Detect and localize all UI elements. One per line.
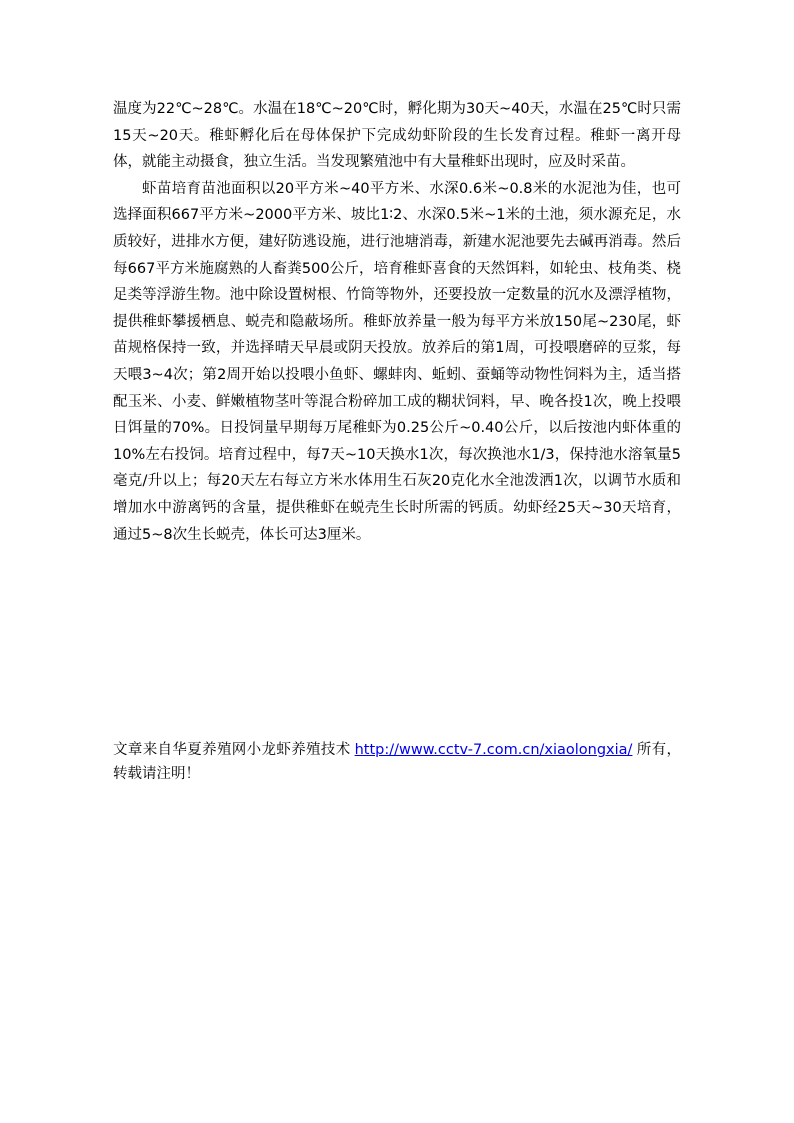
body-paragraph-1: 温度为22℃~28℃。水温在18℃~20℃时，孵化期为30天~40天，水温在25℃时只需15天~20天。稚虾孵化后在母体保护下完成幼虾阶段的生长发育过程。稚虾一离开母体，就能主动摄食，独立生活。当发现繁殖池中有大量稚虾出现时，应及时采苗。 — [113, 101, 681, 171]
attribution-prefix: 文章来自华夏养殖网小龙虾养殖技术 — [113, 742, 351, 758]
attribution-suffix: 所有，转载请注明！ — [113, 742, 682, 782]
document-body — [113, 96, 681, 548]
body-paragraph-2: 虾苗培育苗池面积以20平方米~40平方米、水深0.6米~0.8米的水泥池为佳，也可选择面积667平方米~2000平方米、坡比1∶2、水深0.5米~1米的土池，须水源充足，水质较好，进排水方便，建好防逃设施，进行池塘消毒，新建水泥池要先去碱再消毒。然后每667平方米施腐熟的人畜粪500公斤，培育稚虾喜食的天然饵料，如轮虫、枝角类、桡足类等浮游生物。池中除设置树根、竹筒等物外，还要投放一定数量的沉水及漂浮植物，提供稚虾攀援栖息、蜕壳和隐蔽场所。稚虾放养量一般为每平方米放150尾~230尾，虾苗规格保持一致，并选择晴天早晨或阴天投放。放养后的第1周，可投喂磨碎的豆浆，每天喂3~4次；第2周开始以投喂小鱼虾、螺蚌肉、蚯蚓、蚕蛹等动物性饲料为主，适当搭配玉米、小麦、鲜嫩植物茎叶等混合粉碎加工成的糊状饲料，早、晚各投1次，晚上投喂日饵量的70%。日投饲量早期每万尾稚虾为0.25公斤~0.40公斤，以后按池内虾体重的10%左右投饲。培育过程中，每7天~10天换水1次，每次换池水1/3，保持池水溶氧量5毫克/升以上；每20天左右每立方米水体用生石灰20克化水全池泼洒1次，以调节水质和增加水中游离钙的含量，提供稚虾在蜕壳生长时所需的钙质。幼虾经25天~30天培育，通过5~8次生长蜕壳，体长可达3厘米。 — [113, 180, 681, 543]
source-link[interactable]: http://www.cctv-7.com.cn/xiaolongxia/ — [354, 742, 633, 758]
source-attribution — [113, 738, 681, 786]
